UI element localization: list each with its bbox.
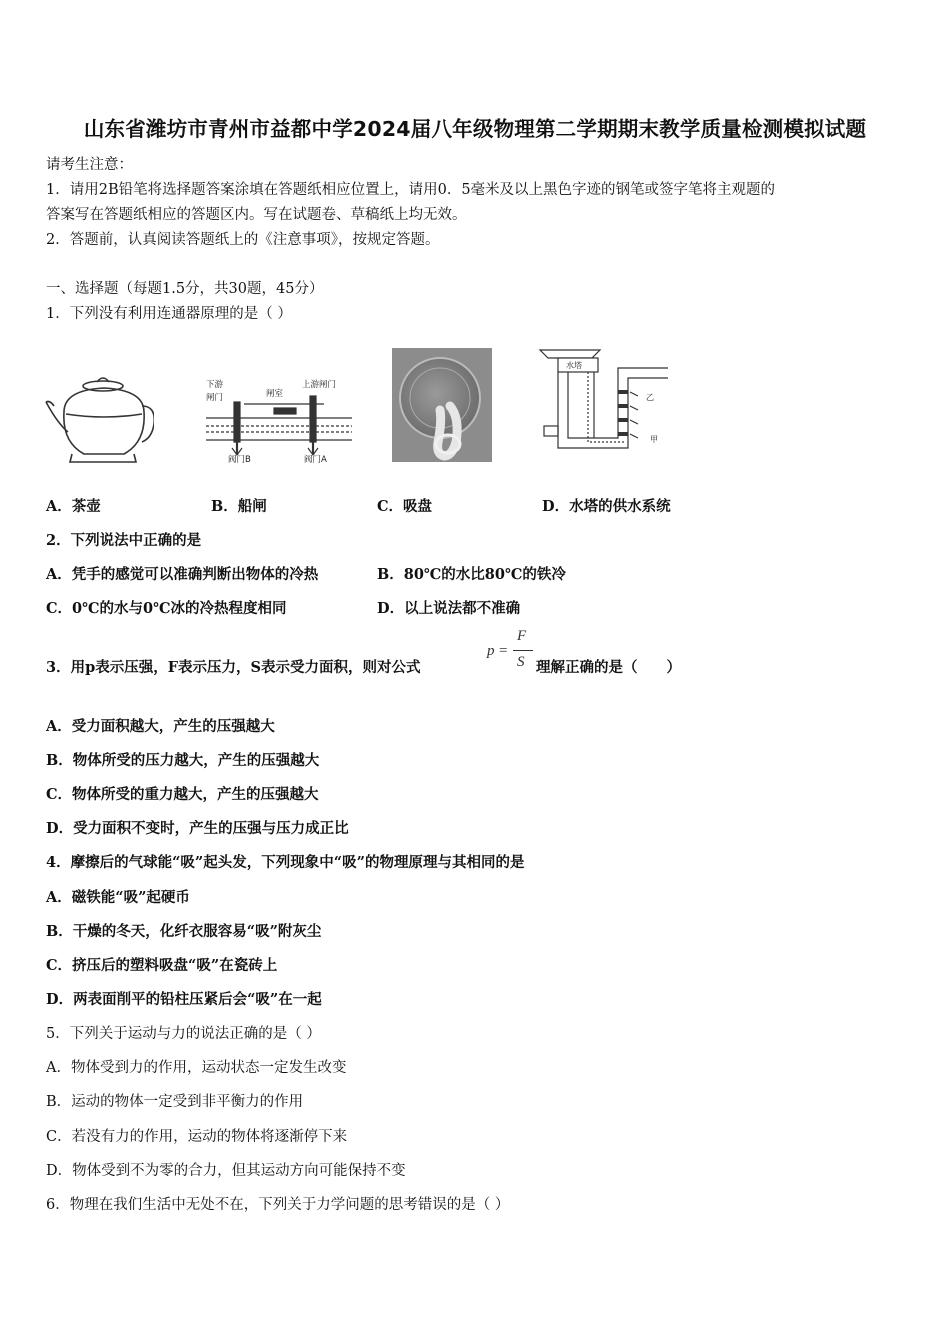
question-3-stem-end: 理解正确的是（ ） (536, 659, 681, 676)
question-4-stem: 4．摩擦后的气球能“吸”起头发，下列现象中“吸”的物理原理与其相同的是 (46, 854, 525, 871)
formula-p: p (487, 643, 495, 659)
jia-label: 甲 (650, 435, 658, 444)
section-heading: 一、选择题（每题1.5分，共30题，45分） (46, 281, 324, 297)
q2-option-d: D．以上说法都不准确 (377, 600, 521, 617)
lock-downstream-label: 下游 (206, 380, 224, 390)
formula-denominator: S (517, 654, 525, 670)
valve-b-label: 阀门B (228, 455, 251, 465)
q3-option-a: A．受力面积越大，产生的压强越大 (46, 718, 275, 735)
question-6-stem: 6．物理在我们生活中无处不在，下列关于力学问题的思考错误的是（ ） (46, 1197, 510, 1213)
notice-heading: 请考生注意： (46, 157, 133, 173)
q2-option-c: C．0℃的水与0℃冰的冷热程度相同 (46, 600, 287, 617)
q1-option-d: D．水塔的供水系统 (542, 498, 671, 515)
q4-option-a: A．磁铁能“吸”起硬币 (46, 889, 190, 906)
tower-label: 水塔 (566, 361, 582, 370)
notice-item-1: 1．请用2B铅笔将选择题答案涂填在答题纸相应位置上，请用0．5毫米及以上黑色字迹的钢笔或签字笔将主观题的 (46, 182, 776, 198)
page-title: 山东省潍坊市青州市益都中学2024届八年级物理第二学期期末教学质量检测模拟试题 (83, 117, 867, 141)
fraction-bar (513, 650, 533, 651)
q3-option-c: C．物体所受的重力越大，产生的压强越大 (46, 786, 319, 803)
water-tower-figure (538, 348, 668, 454)
q5-option-b: B．运动的物体一定受到非平衡力的作用 (46, 1094, 304, 1110)
question-1-stem: 1．下列没有利用连通器原理的是（ ） (46, 306, 292, 322)
q5-option-d: D．物体受到不为零的合力，但其运动方向可能保持不变 (46, 1163, 406, 1179)
formula-numerator: F (517, 628, 527, 644)
q2-option-a: A．凭手的感觉可以准确判断出物体的冷热 (46, 566, 319, 583)
question-5-stem: 5．下列关于运动与力的说法正确的是（ ） (46, 1026, 321, 1042)
q5-option-c: C．若没有力的作用，运动的物体将逐渐停下来 (46, 1129, 348, 1145)
teapot-figure (44, 372, 154, 468)
lock-upstream-gate-label: 上游闸门 (302, 380, 337, 390)
q2-option-b: B．80℃的水比80℃的铁冷 (377, 566, 566, 583)
formula-equals: = (499, 643, 508, 659)
q4-option-c: C．挤压后的塑料吸盘“吸”在瓷砖上 (46, 957, 278, 974)
pressure-formula (487, 628, 539, 676)
q1-option-a: A．茶壶 (46, 498, 101, 515)
ship-lock-figure (204, 378, 354, 468)
q3-option-d: D．受力面积不变时，产生的压强与压力成正比 (46, 820, 349, 837)
q4-option-b: B．干燥的冬天，化纤衣服容易“吸”附灰尘 (46, 923, 322, 940)
suction-cup-figure (392, 348, 492, 462)
q1-option-c: C．吸盘 (377, 498, 433, 515)
q4-option-d: D．两表面削平的铅柱压紧后会“吸”在一起 (46, 991, 322, 1008)
question-2-stem: 2．下列说法中正确的是 (46, 532, 202, 549)
question-3-stem: 3．用p表示压强，F表示压力，S表示受力面积，则对公式 (46, 659, 421, 676)
q5-option-a: A．物体受到力的作用，运动状态一定发生改变 (46, 1060, 347, 1076)
q1-option-b: B．船闸 (211, 498, 267, 515)
yi-label: 乙 (646, 393, 654, 402)
lock-gate-label: 闸门 (206, 393, 224, 403)
notice-item-1-cont: 答案写在答题纸相应的答题区内。写在试题卷、草稿纸上均无效。 (46, 207, 467, 223)
valve-a-label: 阀门A (304, 455, 327, 465)
notice-item-2: 2．答题前，认真阅读答题纸上的《注意事项》，按规定答题。 (46, 232, 440, 248)
q3-option-b: B．物体所受的压力越大，产生的压强越大 (46, 752, 320, 769)
lock-chamber-label: 闸室 (266, 389, 284, 399)
